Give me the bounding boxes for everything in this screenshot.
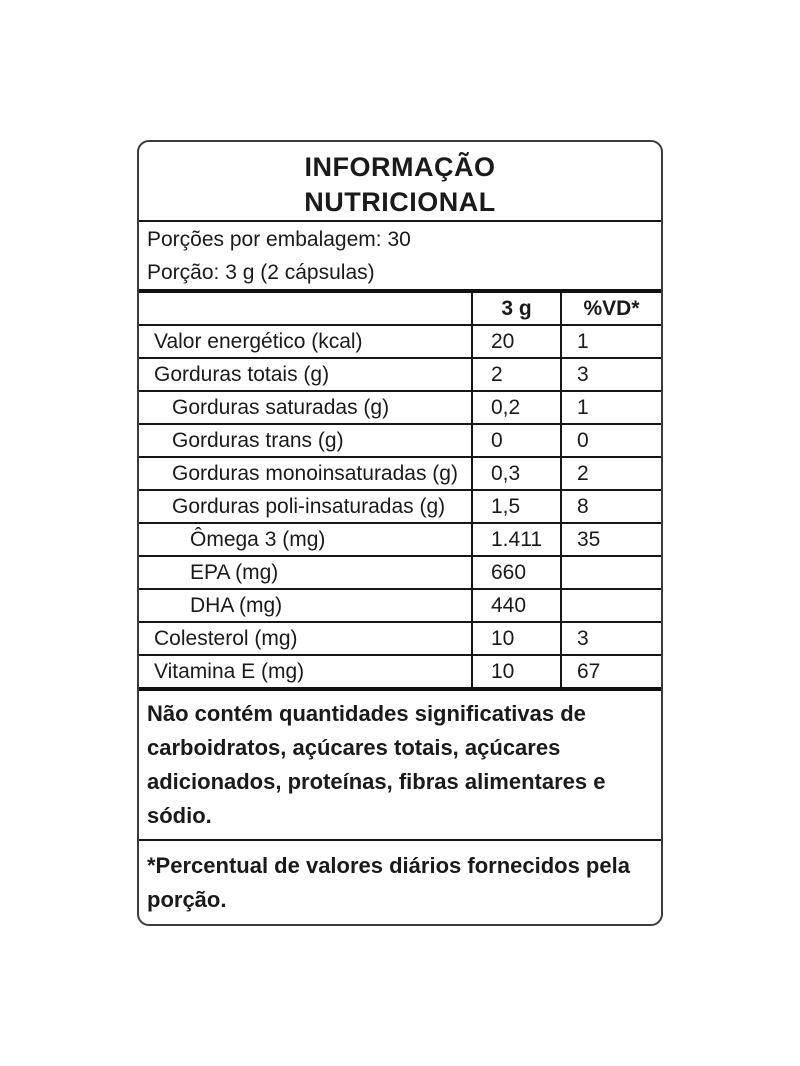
table-row bbox=[139, 391, 661, 424]
nutrient-name: Gorduras poli-insaturadas (g) bbox=[139, 490, 472, 523]
note-line: sódio. bbox=[147, 803, 212, 828]
nutrient-dv: 0 bbox=[561, 424, 661, 457]
nutrient-dv: 1 bbox=[561, 325, 661, 358]
nutrient-name: Colesterol (mg) bbox=[139, 622, 472, 655]
note-daily-values bbox=[139, 843, 661, 921]
label-title-line2: NUTRICIONAL bbox=[304, 187, 496, 217]
note-line: carboidratos, açúcares totais, açúcares bbox=[147, 735, 561, 760]
table-row bbox=[139, 325, 661, 358]
nutrient-dv: 1 bbox=[561, 391, 661, 424]
nutrient-name: Gorduras trans (g) bbox=[139, 424, 472, 457]
nutrient-amount: 1,5 bbox=[472, 490, 561, 523]
note-line: *Percentual de valores diários fornecidos pela bbox=[147, 853, 630, 878]
nutrient-amount: 0,2 bbox=[472, 391, 561, 424]
nutrient-name: Vitamina E (mg) bbox=[139, 655, 472, 689]
nutrient-name: Valor energético (kcal) bbox=[139, 325, 472, 358]
nutrient-dv: 3 bbox=[561, 622, 661, 655]
nutrient-dv: 8 bbox=[561, 490, 661, 523]
label-title bbox=[139, 142, 661, 220]
table-row bbox=[139, 490, 661, 523]
table-row bbox=[139, 424, 661, 457]
serving-info bbox=[139, 222, 661, 289]
nutrient-amount: 660 bbox=[472, 556, 561, 589]
column-header-dv: %VD* bbox=[561, 291, 661, 325]
nutrient-name: DHA (mg) bbox=[139, 589, 472, 622]
servings-per-package: Porções por embalagem: 30 bbox=[147, 228, 411, 251]
nutrient-amount: 1.411 bbox=[472, 523, 561, 556]
nutrient-dv bbox=[561, 556, 661, 589]
column-header-blank bbox=[139, 291, 472, 325]
nutrient-name: Gorduras totais (g) bbox=[139, 358, 472, 391]
table-row bbox=[139, 358, 661, 391]
nutrient-name: Ômega 3 (mg) bbox=[139, 523, 472, 556]
nutrient-amount: 0,3 bbox=[472, 457, 561, 490]
nutrient-dv: 3 bbox=[561, 358, 661, 391]
nutrient-amount: 10 bbox=[472, 655, 561, 689]
nutrient-amount: 0 bbox=[472, 424, 561, 457]
nutrient-name: Gorduras saturadas (g) bbox=[139, 391, 472, 424]
table-row bbox=[139, 655, 661, 689]
column-header-amount: 3 g bbox=[472, 291, 561, 325]
table-header-row bbox=[139, 291, 661, 325]
note-line: adicionados, proteínas, fibras alimentares e bbox=[147, 769, 606, 794]
nutrient-amount: 10 bbox=[472, 622, 561, 655]
table-row bbox=[139, 523, 661, 556]
nutrient-dv: 35 bbox=[561, 523, 661, 556]
nutrient-dv: 67 bbox=[561, 655, 661, 689]
nutrient-amount: 20 bbox=[472, 325, 561, 358]
nutrition-label bbox=[137, 140, 663, 926]
nutrient-name: EPA (mg) bbox=[139, 556, 472, 589]
note-line: Não contém quantidades significativas de bbox=[147, 701, 586, 726]
nutrition-table bbox=[139, 289, 661, 691]
table-row bbox=[139, 556, 661, 589]
table-row bbox=[139, 622, 661, 655]
nutrient-dv bbox=[561, 589, 661, 622]
note-no-significant bbox=[139, 691, 661, 837]
table-row bbox=[139, 457, 661, 490]
nutrient-dv: 2 bbox=[561, 457, 661, 490]
note-line: porção. bbox=[147, 887, 227, 912]
table-row bbox=[139, 589, 661, 622]
nutrient-amount: 440 bbox=[472, 589, 561, 622]
serving-size: Porção: 3 g (2 cápsulas) bbox=[147, 261, 375, 284]
note-divider bbox=[139, 839, 661, 841]
label-title-line1: INFORMAÇÃO bbox=[304, 152, 496, 182]
nutrient-amount: 2 bbox=[472, 358, 561, 391]
nutrient-name: Gorduras monoinsaturadas (g) bbox=[139, 457, 472, 490]
